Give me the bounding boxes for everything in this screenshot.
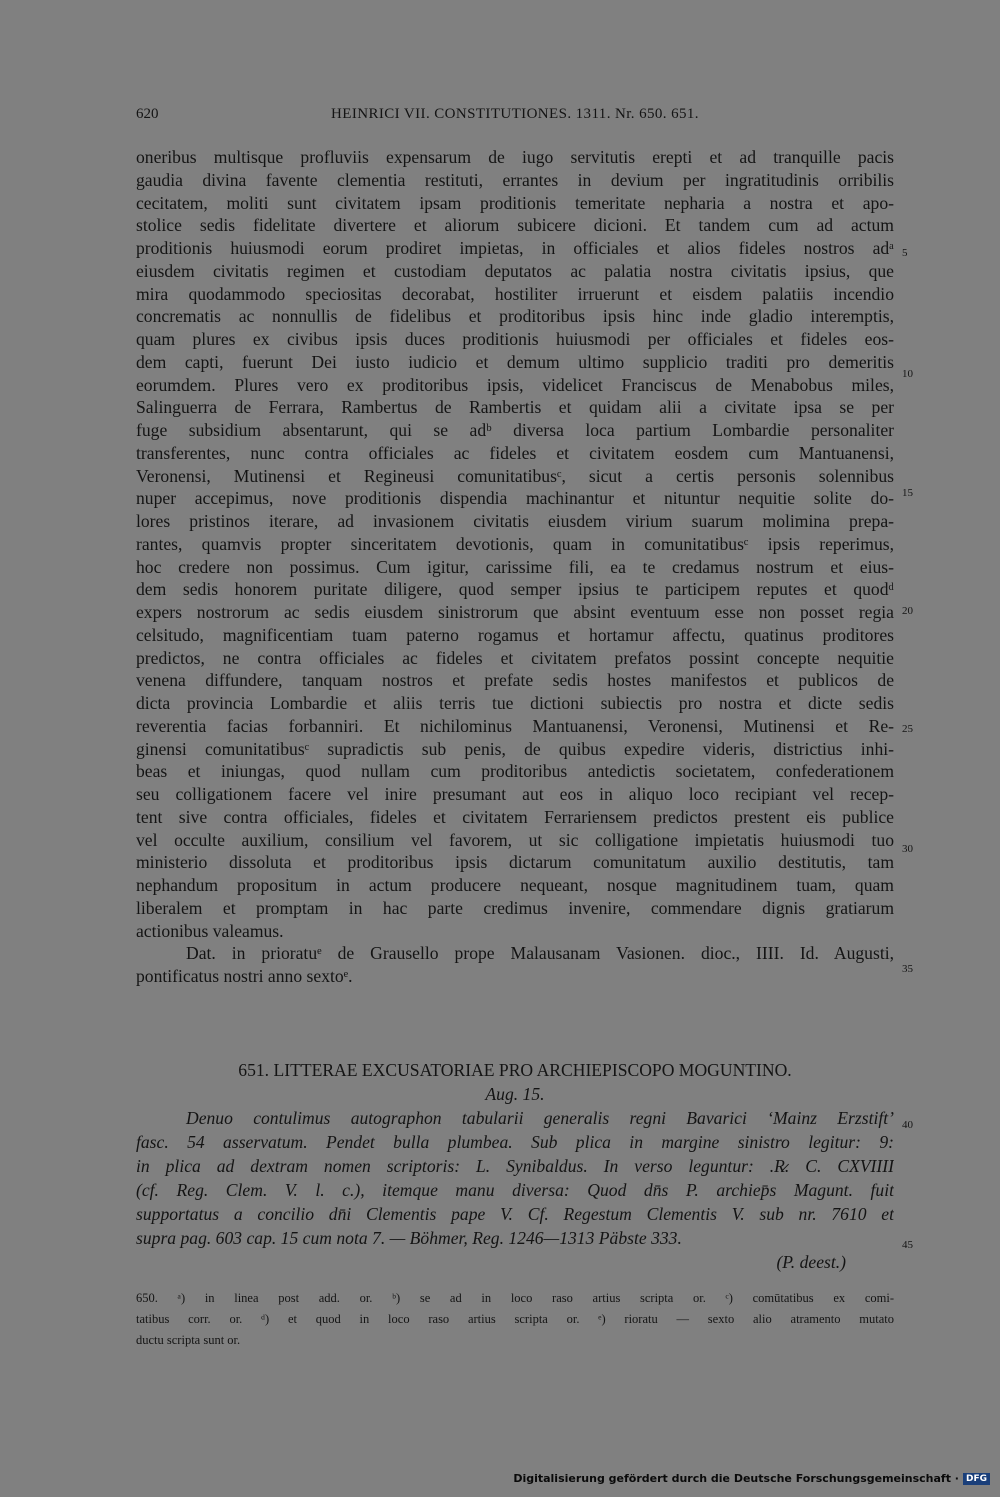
text-line: vel occulte auxilium, consilium vel favorem, ut sic colligatione impietatis huiusmodi tuo [136, 829, 894, 850]
line-number: 5 [902, 247, 908, 259]
line-number: 20 [902, 605, 913, 617]
text-line: nephandum propositum in actum producere nequeant, nosque magnitudinem tuam, quam [136, 875, 894, 895]
text-line: eorumdem. Plures vero ex proditoribus ipsis, videlicet Franciscus de Menabobus miles, [136, 374, 894, 395]
text-line: mira quodammodo speciositas decorabat, hostiliter irruerunt et eisdem palatiis incendio [136, 283, 894, 304]
text-line: beas et iniungas, quod nullam cum proditoribus antedictis societatem, confederationem [136, 761, 894, 782]
text-line: predictos, ne contra officiales ac fideles et civitatem prefatos possint concepte nequitie [136, 647, 894, 668]
p-deest: (P. deest.) [776, 1252, 846, 1272]
dating-line: Dat. in prioratuᵉ de Grausello prope Malausanam Vasionen. dioc., IIII. Id. Augusti, [186, 943, 894, 964]
line-number: 45 [902, 1239, 913, 1251]
line-number: 10 [902, 368, 913, 380]
text-line: fuge subsidium absentarunt, qui se adᵇ diversa loca partium Lombardie personaliter [136, 420, 894, 440]
apparatus-line: fasc. 54 asservatum. Pendet bulla plumbea. Sub plica in margine sinistro legitur: 9: [136, 1132, 894, 1152]
apparatus-line: supra pag. 603 cap. 15 cum nota 7. — Böhmer, Reg. 1246—1313 Päbste 333. [136, 1228, 682, 1248]
text-line: hoc credere non possimus. Cum igitur, carissime fili, ea te credamus nostrum et eius- [136, 556, 894, 577]
text-line: cecitatem, moliti sunt civitatem ipsam proditionis temeritate nepharia a nostra et apo- [136, 192, 894, 213]
line-number: 35 [902, 963, 913, 975]
footnotes [136, 1288, 894, 1351]
section-date: Aug. 15. [485, 1084, 545, 1104]
dfg-logo: DFG [963, 1473, 990, 1485]
text-line: gaudia divina favente clementia restituti, errantes in devium per ingratitudinis orribilis [136, 169, 894, 190]
text-line: celsitudo, magnificentiam tuam paterno rogamus et hortamur affectu, quatinus proditores [136, 624, 894, 645]
footnote-line: 650. ᵃ) in linea post add. or. ᵇ) se ad in loco raso artius scripta or. ᶜ) comūtatibus ex comi- [136, 1291, 894, 1305]
text-line: liberalem et promptam in hac parte credimus invenire, commendare dignis gratiarum [136, 897, 894, 918]
text-line: nuper accepimus, nove proditionis dispendia machinantur et nituntur nequitie solite do- [136, 488, 894, 509]
text-line: eiusdem civitatis regimen et custodiam deputatos ac palatia nostra civitatis ipsius, que [136, 260, 894, 281]
text-line: dem sedis honorem puritate diligere, quod semper ipsius te participem reputes et quodᵈ [136, 579, 894, 600]
text-line: tent sive contra officiales, fideles et civitatem Ferrariensem predictos prestent eis publice [136, 806, 894, 827]
apparatus-line: (cf. Reg. Clem. V. l. c.), itemque manu diversa: Quod dn̄s P. archiep̄s Magunt. fuit [136, 1180, 894, 1200]
text-line: rantes, quamvis propter sinceritatem devotionis, quam in comunitatibusᶜ ipsis reperimus, [136, 533, 894, 554]
text-line: actionibus valeamus. [136, 920, 284, 941]
line-number: 25 [902, 723, 913, 735]
apparatus-line: Denuo contulimus autographon tabularii generalis regni Bavarici ‘Mainz Erzstift’ [186, 1108, 894, 1128]
page-header [0, 106, 1000, 128]
text-line: dicta provincia Lombardie et aliis terris tue dictioni subiectis pro nostra et dicte sedis [136, 693, 894, 713]
text-line: reverentia facias forbanniri. Et nichilominus Mantuanensi, Veronensi, Mutinensi et Re- [136, 715, 894, 736]
text-line: transferentes, nunc contra officiales ac fideles et civitatem eosdem cum Mantuanensi, [136, 442, 894, 463]
footnote-line: tatibus corr. or. ᵈ) et quod in loco raso artius scripta or. ᵉ) rioratu — sexto alio atramento mutato [136, 1312, 894, 1326]
dating-line: pontificatus nostri anno sextoᵉ. [136, 966, 353, 986]
text-line: oneribus multisque profluviis expensarum de iugo servitutis erepti et ad tranquille pacis [136, 147, 894, 167]
page-number: 620 [136, 106, 159, 122]
text-line: seu colligationem facere vel inire presumant aut eos in aliquo loco recipiant vel recep- [136, 784, 894, 804]
line-number: 30 [902, 843, 913, 855]
line-number: 15 [902, 487, 913, 499]
section-heading: 651. LITTERAE EXCUSATORIAE PRO ARCHIEPISCOPO MOGUNTINO. [238, 1060, 792, 1080]
text-line: proditionis huiusmodi eorum prodiret impietas, in officiales et alios fideles nostros adᵃ [136, 238, 894, 258]
text-line: ministerio dissoluta et proditoribus ipsis dictarum comunitatum auxilio destitutis, tam [136, 852, 894, 873]
text-line: expers nostrorum ac sedis eiusdem sinistrorum que absint eventuum esse non posset regia [136, 602, 894, 622]
apparatus-line: in plica ad dextram nomen scriptoris: L. Synibaldus. In verso leguntur: .R̷. C. CXVIIII [136, 1156, 894, 1176]
text-line: dem capti, fuerunt Dei iusto iudicio et demum ultimo supplicio traditi pro demeritis [136, 351, 894, 372]
section-651 [136, 1058, 894, 1274]
text-line: stolice sedis fidelitate divertere et aliorum subicere dicioni. Et tandem cum ad actum [136, 215, 894, 236]
text-line: ginensi comunitatibusᶜ supradictis sub penis, de quibus expedire videris, districtius inhi- [136, 738, 894, 759]
text-line: concrematis ac nonnullis de fidelibus et proditoribus ipsis hinc inde gladio interemptis, [136, 306, 894, 327]
line-number: 40 [902, 1119, 913, 1131]
text-line: Veronensi, Mutinensi et Regineusi comunitatibusᶜ, sicut a certis personis solennibus [136, 465, 894, 486]
text-line: lores pristinos iterare, ad invasionem civitatis eiusdem virium suarum molimina prepa- [136, 511, 894, 531]
document-body [136, 146, 894, 988]
funding-footer [513, 1472, 990, 1485]
footer-text: Digitalisierung gefördert durch die Deutsche Forschungsgemeinschaft · [513, 1472, 959, 1485]
apparatus-line: supportatus a concilio dn̄i Clementis pape V. Cf. Regestum Clementis V. sub nr. 7610 et [136, 1204, 894, 1224]
text-line: quam plures ex civibus ipsis duces proditionis huiusmodi per officiales et fideles eos- [136, 329, 894, 349]
text-line: venena diffundere, tanquam nostros et prefate sedis hostes manifestos et publicos de [136, 670, 894, 691]
running-title: HEINRICI VII. CONSTITUTIONES. 1311. Nr. 650. 651. [331, 106, 699, 122]
footnote-line: ductu scripta sunt or. [136, 1333, 241, 1347]
text-line: Salinguerra de Ferrara, Rambertus de Rambertis et quidam alii a civitate ipsa se per [136, 397, 894, 418]
